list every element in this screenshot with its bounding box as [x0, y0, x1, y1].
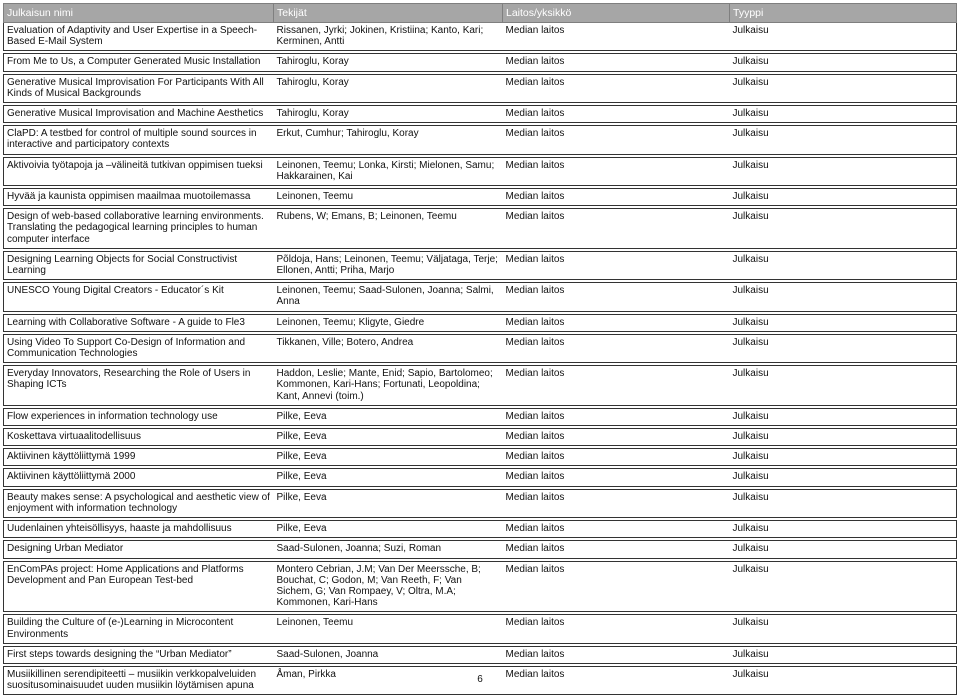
cell-authors: Põldoja, Hans; Leinonen, Teemu; Väljataga, Terje; Ellonen, Antti; Priha, Marjo: [274, 251, 503, 279]
cell-unit: Median laitos: [503, 366, 730, 406]
cell-unit: Median laitos: [503, 469, 730, 486]
cell-unit: Median laitos: [503, 408, 730, 425]
cell-type: Julkaisu: [730, 521, 957, 538]
page-number: 6: [477, 674, 483, 685]
cell-authors: Tahiroglu, Koray: [274, 74, 503, 102]
table-row: [4, 449, 957, 466]
cell-title: Flow experiences in information technology use: [4, 408, 274, 425]
cell-title: From Me to Us, a Computer Generated Music Installation: [4, 54, 274, 71]
cell-unit: Median laitos: [503, 126, 730, 154]
cell-unit: Median laitos: [503, 449, 730, 466]
table-row: [4, 429, 957, 446]
cell-type: Julkaisu: [730, 408, 957, 425]
cell-authors: Saad-Sulonen, Joanna: [274, 646, 503, 663]
table-row: [4, 646, 957, 663]
table-row: [4, 469, 957, 486]
cell-authors: Pilke, Eeva: [274, 489, 503, 517]
cell-type: Julkaisu: [730, 283, 957, 311]
cell-unit: Median laitos: [503, 314, 730, 331]
table-row: [4, 521, 957, 538]
cell-unit: Median laitos: [503, 521, 730, 538]
cell-unit: Median laitos: [503, 666, 730, 694]
cell-authors: Rubens, W; Emans, B; Leinonen, Teemu: [274, 209, 503, 249]
cell-type: Julkaisu: [730, 251, 957, 279]
cell-type: Julkaisu: [730, 189, 957, 206]
cell-title: Learning with Collaborative Software - A guide to Fle3: [4, 314, 274, 331]
cell-unit: Median laitos: [503, 615, 730, 643]
cell-type: Julkaisu: [730, 54, 957, 71]
cell-type: Julkaisu: [730, 429, 957, 446]
publications-table: [3, 3, 957, 695]
cell-type: Julkaisu: [730, 469, 957, 486]
cell-authors: Rissanen, Jyrki; Jokinen, Kristiina; Kanto, Kari; Kerminen, Antti: [274, 23, 503, 51]
cell-title: First steps towards designing the “Urban Mediator”: [4, 646, 274, 663]
table-header-row: [4, 4, 957, 23]
table-row: [4, 314, 957, 331]
cell-authors: Tahiroglu, Koray: [274, 54, 503, 71]
column-header-unit: Laitos/yksikkö: [503, 4, 730, 23]
column-header-title: Julkaisun nimi: [4, 4, 274, 23]
cell-authors: Pilke, Eeva: [274, 469, 503, 486]
cell-type: Julkaisu: [730, 106, 957, 123]
table-row: [4, 561, 957, 612]
cell-unit: Median laitos: [503, 157, 730, 185]
cell-unit: Median laitos: [503, 189, 730, 206]
table-row: [4, 615, 957, 643]
cell-unit: Median laitos: [503, 209, 730, 249]
cell-type: Julkaisu: [730, 23, 957, 51]
cell-unit: Median laitos: [503, 54, 730, 71]
cell-unit: Median laitos: [503, 283, 730, 311]
column-header-type: Tyyppi: [730, 4, 957, 23]
cell-authors: Pilke, Eeva: [274, 408, 503, 425]
table-row: [4, 54, 957, 71]
table-row: [4, 106, 957, 123]
table-row: [4, 366, 957, 406]
table-body: [4, 23, 957, 695]
cell-title: EnComPAs project: Home Applications and Platforms Development and Pan European Test-bed: [4, 561, 274, 612]
table-row: [4, 334, 957, 362]
cell-title: Building the Culture of (e-)Learning in Microcontent Environments: [4, 615, 274, 643]
cell-type: Julkaisu: [730, 126, 957, 154]
cell-unit: Median laitos: [503, 23, 730, 51]
cell-type: Julkaisu: [730, 157, 957, 185]
cell-type: Julkaisu: [730, 541, 957, 558]
cell-title: Musiikillinen serendipiteetti – musiikin verkkopalveluiden suositusominaisuudet uuden musiikin löytämisen apuna: [4, 666, 274, 694]
cell-title: UNESCO Young Digital Creators - Educator´s Kit: [4, 283, 274, 311]
table-row: [4, 126, 957, 154]
cell-authors: Pilke, Eeva: [274, 429, 503, 446]
cell-title: Generative Musical Improvisation and Machine Aesthetics: [4, 106, 274, 123]
cell-type: Julkaisu: [730, 646, 957, 663]
cell-title: ClaPD: A testbed for control of multiple sound sources in interactive and participatory contexts: [4, 126, 274, 154]
cell-authors: Leinonen, Teemu: [274, 189, 503, 206]
cell-type: Julkaisu: [730, 489, 957, 517]
table-row: [4, 157, 957, 185]
cell-title: Koskettava virtuaalitodellisuus: [4, 429, 274, 446]
cell-unit: Median laitos: [503, 646, 730, 663]
table-row: [4, 189, 957, 206]
cell-authors: Tahiroglu, Koray: [274, 106, 503, 123]
cell-title: Designing Urban Mediator: [4, 541, 274, 558]
table-row: [4, 408, 957, 425]
cell-type: Julkaisu: [730, 561, 957, 612]
cell-title: Beauty makes sense: A psychological and aesthetic view of enjoyment with information technology: [4, 489, 274, 517]
column-header-authors: Tekijät: [274, 4, 503, 23]
cell-authors: Leinonen, Teemu: [274, 615, 503, 643]
cell-authors: Pilke, Eeva: [274, 449, 503, 466]
cell-type: Julkaisu: [730, 666, 957, 694]
cell-authors: Åman, Pirkka: [274, 666, 503, 694]
cell-title: Using Video To Support Co-Design of Information and Communication Technologies: [4, 334, 274, 362]
cell-authors: Erkut, Cumhur; Tahiroglu, Koray: [274, 126, 503, 154]
cell-unit: Median laitos: [503, 561, 730, 612]
table-row: [4, 23, 957, 51]
table-row: [4, 489, 957, 517]
table-row: [4, 251, 957, 279]
cell-unit: Median laitos: [503, 251, 730, 279]
cell-authors: Tikkanen, Ville; Botero, Andrea: [274, 334, 503, 362]
cell-type: Julkaisu: [730, 366, 957, 406]
cell-type: Julkaisu: [730, 449, 957, 466]
cell-title: Aktiivinen käyttöliittymä 1999: [4, 449, 274, 466]
cell-title: Aktivoivia työtapoja ja –välineitä tutkivan oppimisen tueksi: [4, 157, 274, 185]
cell-title: Aktiivinen käyttöliittymä 2000: [4, 469, 274, 486]
cell-authors: Leinonen, Teemu; Saad-Sulonen, Joanna; Salmi, Anna: [274, 283, 503, 311]
cell-authors: Saad-Sulonen, Joanna; Suzi, Roman: [274, 541, 503, 558]
cell-unit: Median laitos: [503, 489, 730, 517]
cell-title: Uudenlainen yhteisöllisyys, haaste ja mahdollisuus: [4, 521, 274, 538]
cell-type: Julkaisu: [730, 209, 957, 249]
cell-title: Evaluation of Adaptivity and User Expertise in a Speech-Based E-Mail System: [4, 23, 274, 51]
table-row: [4, 74, 957, 102]
cell-type: Julkaisu: [730, 74, 957, 102]
table-row: [4, 209, 957, 249]
cell-title: Design of web-based collaborative learning environments. Translating the pedagogical learning principles to human computer interface: [4, 209, 274, 249]
cell-authors: Pilke, Eeva: [274, 521, 503, 538]
cell-title: Designing Learning Objects for Social Constructivist Learning: [4, 251, 274, 279]
cell-title: Hyvää ja kaunista oppimisen maailmaa muotoilemassa: [4, 189, 274, 206]
cell-unit: Median laitos: [503, 74, 730, 102]
cell-type: Julkaisu: [730, 334, 957, 362]
cell-unit: Median laitos: [503, 106, 730, 123]
cell-authors: Leinonen, Teemu; Lonka, Kirsti; Mielonen, Samu; Hakkarainen, Kai: [274, 157, 503, 185]
cell-type: Julkaisu: [730, 615, 957, 643]
cell-unit: Median laitos: [503, 429, 730, 446]
cell-unit: Median laitos: [503, 334, 730, 362]
cell-authors: Haddon, Leslie; Mante, Enid; Sapio, Bartolomeo; Kommonen, Kari-Hans; Fortunati, Leopoldina; Kant, Annevi (toim.): [274, 366, 503, 406]
cell-type: Julkaisu: [730, 314, 957, 331]
cell-unit: Median laitos: [503, 541, 730, 558]
table-row: [4, 541, 957, 558]
cell-authors: Leinonen, Teemu; Kligyte, Giedre: [274, 314, 503, 331]
cell-authors: Montero Cebrian, J.M; Van Der Meerssche, B; Bouchat, C; Godon, M; Van Reeth, F; Van Sichem, G; Van Rompaey, V; Oltra, M.A; Kommonen, Kari-Hans: [274, 561, 503, 612]
cell-title: Everyday Innovators, Researching the Role of Users in Shaping ICTs: [4, 366, 274, 406]
table-row: [4, 283, 957, 311]
cell-title: Generative Musical Improvisation For Participants With All Kinds of Musical Backgrounds: [4, 74, 274, 102]
